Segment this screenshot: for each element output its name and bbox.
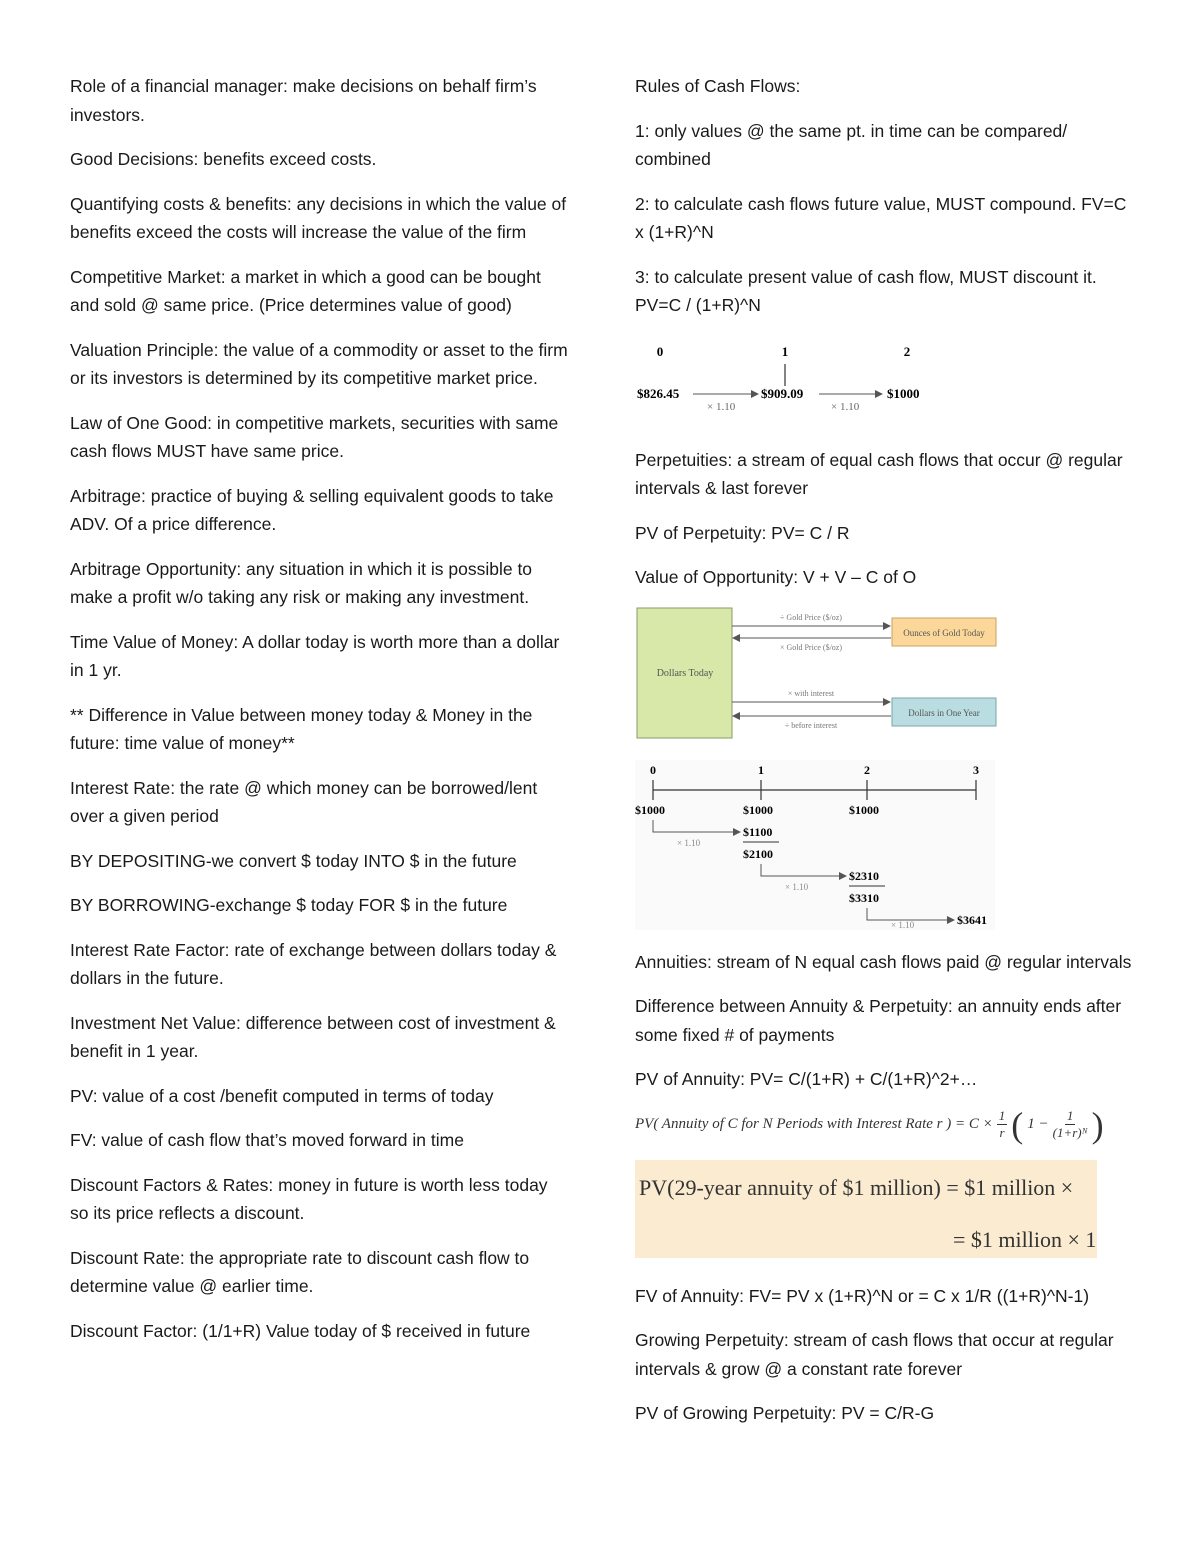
- t2-period-3: 3: [973, 762, 979, 777]
- annuity-formula-frac1: [997, 1108, 1008, 1141]
- t2-cash-0: $1000: [635, 802, 665, 817]
- annuity-formula-lhs: PV( Annuity of C for N Periods with Interest Rate r ) = C ×: [635, 1116, 993, 1133]
- note-rule-3: 3: to calculate present value of cash flow, MUST discount it. PV=C / (1+R)^N: [635, 266, 1097, 315]
- arrow-to-gold-label: ÷ Gold Price ($/oz): [780, 612, 842, 622]
- annuity-example-formula: [635, 1160, 1097, 1258]
- note-pv-growing-perpetuity: PV of Growing Perpetuity: PV = C/R-G: [635, 1403, 935, 1423]
- t2-total-2: $3310: [849, 890, 879, 905]
- dollars-one-year-label: Dollars in One Year: [908, 707, 980, 718]
- note-pv-annuity: PV of Annuity: PV= C/(1+R) + C/(1+R)^2+…: [635, 1069, 978, 1089]
- annuity-example-line2: = $1 million × 1: [953, 1226, 1097, 1252]
- note-discount-rate: Discount Rate: the appropriate rate to discount cash flow to determine value @ earlier time.: [70, 1247, 530, 1296]
- note-valuation-principle: Valuation Principle: the value of a commodity or asset to the firm or its investors is determined by its competitive market price.: [70, 339, 568, 388]
- note-difference-value: ** Difference in Value between money today & Money in the future: time value of money**: [70, 704, 533, 753]
- t1-factor-1: × 1.10: [707, 400, 736, 413]
- t2-period-2: 2: [864, 762, 870, 777]
- note-pv: PV: value of a cost /benefit computed in terms of today: [70, 1085, 494, 1106]
- note-value-opportunity: Value of Opportunity: V + V – C of O: [635, 567, 917, 587]
- note-discount-factor: Discount Factor: (1/1+R) Value today of $ received in future: [70, 1320, 531, 1341]
- note-law-of-one: Law of One Good: in competitive markets, securities with same cash flows MUST have same price.: [70, 412, 559, 461]
- t2-final: $3641: [957, 912, 987, 927]
- note-financial-manager: Role of a financial manager: make decisions on behalf firm’s investors.: [70, 76, 537, 125]
- arrow-to-one-year-label: × with interest: [787, 688, 835, 698]
- note-time-value: Time Value of Money: A dollar today is worth more than a dollar in 1 yr.: [70, 631, 560, 680]
- note-fv-annuity: FV of Annuity: FV= PV x (1+R)^N or = C x 1/R ((1+R)^N-1): [635, 1285, 1090, 1306]
- arrow-from-gold-label: × Gold Price ($/oz): [779, 642, 843, 652]
- annuity-formula: [635, 1100, 1135, 1150]
- t1-value-2: $1000: [887, 385, 920, 401]
- t2-sum-1: $1100: [743, 824, 773, 839]
- arrow-to-gold-head: [883, 622, 891, 630]
- note-pv-perpetuity: PV of Perpetuity: PV= C / R: [635, 522, 850, 543]
- left-column: [70, 72, 570, 1361]
- arrow-from-gold-head: [732, 634, 740, 642]
- open-paren: (: [1011, 1104, 1024, 1145]
- t2-factor-2: × 1.10: [785, 881, 809, 892]
- note-fv: FV: value of cash flow that’s moved forward in time: [70, 1130, 464, 1150]
- note-competitive-market: Competitive Market: a market in which a good can be bought and sold @ same price. (Price determines value of good): [70, 266, 541, 315]
- frac1-numerator: 1: [998, 1108, 1006, 1123]
- close-paren: ): [1091, 1104, 1104, 1145]
- t2-cash-2: $1000: [849, 802, 879, 817]
- note-investment-net-value: Investment Net Value: difference between cost of investment & benefit in 1 year.: [70, 1012, 556, 1061]
- arrow-from-one-year-head: [732, 712, 740, 720]
- arrow-to-one-year-head: [883, 698, 891, 706]
- note-rules-heading: Rules of Cash Flows:: [635, 76, 801, 96]
- t2-factor-3: × 1.10: [891, 919, 915, 930]
- t2-sum-2: $2310: [849, 868, 879, 883]
- t2-period-1: 1: [758, 762, 764, 777]
- note-discount-factors: Discount Factors & Rates: money in future is worth less today so its price reflects a discount.: [70, 1174, 548, 1223]
- gold-diagram: [635, 606, 1005, 746]
- gold-today-label: Ounces of Gold Today: [903, 627, 985, 638]
- t1-value-0: $826.45: [637, 385, 680, 401]
- arrow-from-one-year-label: ÷ before interest: [784, 720, 838, 730]
- note-arbitrage: Arbitrage: practice of buying & selling equivalent goods to take ADV. Of a price difference.: [70, 485, 554, 534]
- annuity-example-line1: PV(29-year annuity of $1 million) = $1 million ×: [639, 1174, 1074, 1200]
- note-quantifying: Quantifying costs & benefits: any decisions in which the value of benefits exceed the costs will increase the value of the firm: [70, 193, 567, 242]
- note-annuity-vs-perpetuity: Difference between Annuity & Perpetuity: an annuity ends after some fixed # of payments: [635, 996, 1122, 1045]
- gold-diagram-figure: [635, 606, 1135, 746]
- t2-cash-1: $1000: [743, 802, 773, 817]
- note-good-decisions: Good Decisions: benefits exceed costs.: [70, 149, 377, 169]
- t1-factor-2: × 1.10: [831, 400, 860, 413]
- note-rule-1: 1: only values @ the same pt. in time can be compared/ combined: [635, 120, 1068, 169]
- dollars-today-label: Dollars Today: [656, 667, 714, 679]
- t1-period-1: 1: [781, 343, 789, 359]
- t1-arrowhead-1: [751, 390, 759, 398]
- discount-timeline: [635, 340, 965, 430]
- t1-arrowhead-2: [875, 390, 883, 398]
- note-perpetuities: Perpetuities: a stream of equal cash flows that occur @ regular intervals & last forever: [635, 449, 1123, 498]
- t1-value-1: $909.09: [761, 385, 804, 401]
- note-interest-rate-factor: Interest Rate Factor: rate of exchange between dollars today & dollars in the future.: [70, 939, 557, 988]
- compound-timeline-figure: [635, 760, 1135, 930]
- frac1-denominator: r: [999, 1125, 1005, 1140]
- t2-total-1: $2100: [743, 846, 773, 861]
- frac2-denominator: (1+r)ᴺ: [1052, 1125, 1088, 1140]
- discount-timeline-figure: [635, 340, 1135, 430]
- one-minus: 1 −: [1027, 1116, 1049, 1133]
- note-arbitrage-opportunity: Arbitrage Opportunity: any situation in which it is possible to make a profit w/o taking any risk or making any investment.: [70, 558, 533, 607]
- t1-period-0: 0: [656, 343, 664, 359]
- t1-period-2: 2: [903, 343, 911, 359]
- note-depositing: BY DEPOSITING-we convert $ today INTO $ in the future: [70, 850, 517, 871]
- annuity-formula-frac2: [1053, 1108, 1088, 1141]
- compound-timeline: [635, 760, 995, 930]
- frac2-numerator: 1: [1066, 1108, 1074, 1123]
- t2-period-0: 0: [650, 762, 656, 777]
- note-rule-2: 2: to calculate cash flows future value, MUST compound. FV=C x (1+R)^N: [635, 193, 1127, 242]
- note-interest-rate: Interest Rate: the rate @ which money can be borrowed/lent over a given period: [70, 777, 538, 826]
- t2-factor-1: × 1.10: [677, 837, 701, 848]
- right-column: [635, 72, 1135, 1444]
- note-annuities: Annuities: stream of N equal cash flows paid @ regular intervals: [635, 951, 1132, 972]
- note-growing-perpetuity: Growing Perpetuity: stream of cash flows that occur at regular intervals & grow @ a constant rate forever: [635, 1330, 1114, 1379]
- note-borrowing: BY BORROWING-exchange $ today FOR $ in the future: [70, 895, 508, 915]
